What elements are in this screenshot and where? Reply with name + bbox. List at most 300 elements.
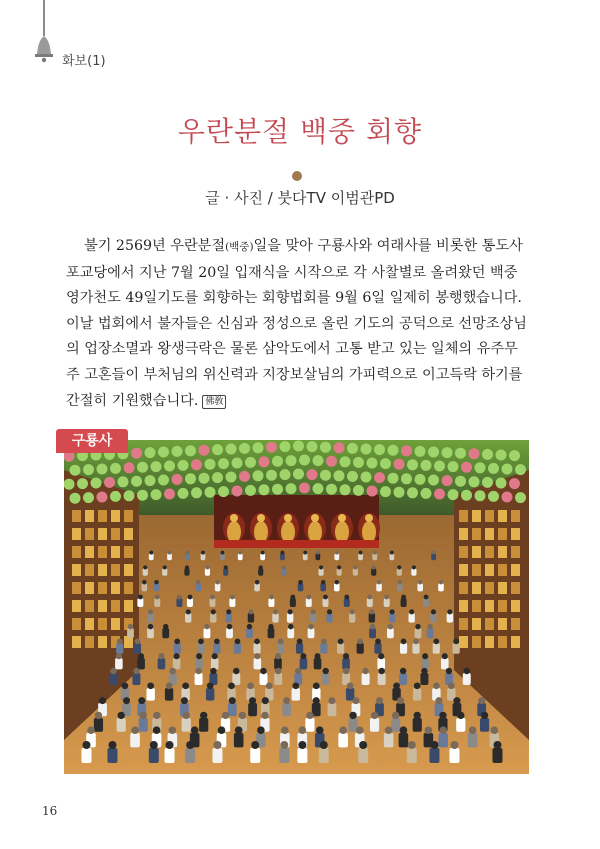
lantern [320, 442, 331, 453]
person-head [359, 741, 367, 749]
title-ornament-dot [292, 171, 302, 181]
person-head [163, 624, 168, 629]
lantern [245, 485, 256, 496]
person-head [222, 712, 229, 719]
body-line: 불기 2569년 우란분절(백중)일을 맞아 구룡사와 여래사를 비롯한 통도사 [84, 238, 523, 254]
lantern [475, 490, 486, 501]
person-head [108, 741, 116, 749]
person-body [268, 628, 275, 638]
person-body [421, 658, 429, 669]
buddha-statue [362, 521, 376, 543]
person-head [239, 712, 246, 719]
person-body [463, 673, 471, 685]
person-head [140, 712, 147, 719]
niche [485, 564, 494, 576]
person-body [456, 718, 465, 732]
person-head [116, 653, 122, 659]
person-body [314, 658, 322, 669]
person-body [399, 673, 407, 685]
lantern [286, 455, 297, 466]
person-body [228, 703, 237, 716]
niche [472, 582, 481, 594]
lantern [448, 489, 459, 500]
lantern [226, 444, 237, 455]
lantern [172, 474, 183, 485]
niche [459, 546, 468, 558]
person-head [207, 682, 214, 689]
lantern [97, 464, 108, 475]
person-head [177, 595, 182, 600]
person-body [277, 643, 284, 654]
lantern [259, 484, 270, 495]
person-head [393, 682, 400, 689]
person-body [377, 658, 385, 669]
niche [459, 564, 468, 576]
person-head [385, 726, 393, 734]
niche [472, 600, 481, 612]
lantern [259, 456, 270, 467]
byline: 글 · 사진 / 붓다TV 이범관PD [205, 189, 395, 207]
person-head [415, 624, 420, 629]
person-head [319, 565, 323, 569]
lantern [253, 470, 264, 481]
person-body [274, 673, 282, 685]
lantern [415, 446, 426, 457]
person-body [326, 613, 332, 623]
person-body [248, 703, 257, 716]
lantern [469, 448, 480, 459]
lantern [145, 447, 156, 458]
person-head [227, 624, 232, 629]
person-head [442, 653, 448, 659]
person-head [388, 624, 393, 629]
person-head [233, 668, 239, 674]
person-head [448, 682, 455, 689]
lantern [212, 444, 223, 455]
lantern [280, 469, 291, 480]
lantern [293, 469, 304, 480]
lantern [226, 472, 237, 483]
lantern [442, 447, 453, 458]
person-head [181, 697, 188, 704]
person-head [147, 682, 154, 689]
lantern [280, 441, 291, 452]
lantern [131, 448, 142, 459]
person-head [135, 639, 141, 645]
person-head [328, 697, 335, 704]
niche [459, 528, 468, 540]
lantern [164, 489, 175, 500]
person-head [198, 639, 204, 645]
lantern [340, 484, 351, 495]
lantern [461, 462, 472, 473]
photo-label: 구룡사 [56, 429, 128, 453]
lantern [394, 459, 405, 470]
person-head [450, 741, 458, 749]
person-head [122, 682, 129, 689]
person-head [414, 712, 421, 719]
lantern [272, 484, 283, 495]
person-head [186, 741, 194, 749]
niche [485, 636, 494, 648]
niche [511, 528, 520, 540]
person-head [390, 609, 395, 614]
lantern [313, 455, 324, 466]
person-head [150, 741, 158, 749]
buddha-head [311, 514, 319, 522]
person-head [268, 624, 273, 629]
lantern [326, 456, 337, 467]
article-title: 우란분절 백중 회향 [177, 115, 423, 148]
person-head [392, 712, 399, 719]
lantern [245, 457, 256, 468]
lantern [407, 487, 418, 498]
niche [485, 582, 494, 594]
person-head [257, 726, 265, 734]
person-head [353, 565, 357, 569]
person-head [163, 565, 167, 569]
lantern [401, 473, 412, 484]
person-head [371, 712, 378, 719]
lantern [401, 445, 412, 456]
person-head [397, 697, 404, 704]
lantern [488, 463, 499, 474]
person-body [204, 628, 211, 638]
lantern [380, 458, 391, 469]
lantern [313, 483, 324, 494]
person-body [420, 673, 428, 685]
lantern [83, 464, 94, 475]
lantern [158, 447, 169, 458]
person-head [303, 551, 307, 555]
lantern [367, 486, 378, 497]
person-head [408, 741, 416, 749]
lantern [212, 472, 223, 483]
niche [472, 528, 481, 540]
person-body [147, 613, 153, 623]
person-body [162, 628, 169, 638]
buddha-statue [308, 521, 322, 543]
niche [72, 636, 81, 648]
person-body [407, 748, 417, 763]
lantern [104, 477, 115, 488]
niche [85, 582, 94, 594]
lantern [326, 484, 337, 495]
person-body [132, 673, 140, 685]
person-head [205, 565, 209, 569]
person-body [116, 643, 123, 654]
lantern [320, 470, 331, 481]
niche [472, 618, 481, 630]
niche [472, 636, 481, 648]
person-body [165, 688, 173, 701]
person-head [339, 726, 347, 734]
person-body [226, 628, 233, 638]
lantern [272, 456, 283, 467]
niche [498, 582, 507, 594]
person-head [375, 639, 381, 645]
person-body [115, 658, 123, 669]
person-head [376, 697, 383, 704]
person-body [305, 718, 314, 732]
person-head [154, 580, 158, 584]
person-head [95, 712, 102, 719]
niche [124, 510, 133, 522]
lantern [361, 472, 372, 483]
niche [85, 600, 94, 612]
niche [511, 636, 520, 648]
niche [511, 510, 520, 522]
person-body [337, 643, 344, 654]
person-head [335, 580, 339, 584]
person-head [425, 726, 433, 734]
person-body [370, 718, 379, 732]
niche [498, 510, 507, 522]
niche [459, 600, 468, 612]
altar-table [214, 540, 379, 548]
lantern [394, 487, 405, 498]
person-head [412, 565, 416, 569]
person-head [300, 653, 306, 659]
person-body [165, 748, 175, 763]
person-head [316, 551, 320, 555]
lantern [239, 443, 250, 454]
person-head [457, 712, 464, 719]
person-head [337, 565, 341, 569]
person-head [259, 565, 263, 569]
person-body [287, 613, 293, 623]
lantern [455, 448, 466, 459]
lantern [415, 474, 426, 485]
person-head [155, 595, 160, 600]
person-head [357, 639, 363, 645]
person-body [287, 628, 294, 638]
lantern [340, 456, 351, 467]
person-head [350, 609, 355, 614]
person-head [218, 726, 226, 734]
person-body [134, 643, 141, 654]
niche [472, 510, 481, 522]
niche [111, 546, 120, 558]
person-head [327, 609, 332, 614]
person-head [166, 682, 173, 689]
person-body [185, 613, 191, 623]
person-head [297, 639, 303, 645]
person-head [439, 580, 443, 584]
person-head [343, 668, 349, 674]
lantern [334, 442, 345, 453]
person-head [228, 682, 235, 689]
person-head [323, 595, 328, 600]
lantern [158, 475, 169, 486]
niche [85, 564, 94, 576]
person-body [127, 628, 134, 638]
person-body [274, 658, 282, 669]
lantern [502, 464, 513, 475]
niche [72, 546, 81, 558]
person-head [400, 668, 406, 674]
person-body [173, 658, 181, 669]
niche [72, 510, 81, 522]
person-head [174, 653, 180, 659]
person-head [453, 639, 459, 645]
lantern [137, 490, 148, 501]
buddha-statue [335, 521, 349, 543]
person-head [413, 639, 419, 645]
person-body [185, 748, 195, 763]
person-body [413, 688, 421, 701]
lantern [509, 478, 520, 489]
person-head [188, 595, 193, 600]
niche [72, 582, 81, 594]
person-head [280, 741, 288, 749]
lantern [482, 449, 493, 460]
niche [498, 636, 507, 648]
person-body [109, 673, 117, 685]
lantern [428, 475, 439, 486]
person-head [453, 697, 460, 704]
person-head [212, 653, 218, 659]
person-head [235, 726, 243, 734]
lantern [515, 464, 526, 475]
person-body [342, 658, 350, 669]
niche [498, 546, 507, 558]
lantern [509, 450, 520, 461]
lantern [482, 477, 493, 488]
person-body [399, 733, 409, 747]
person-body [296, 643, 303, 654]
niche [511, 546, 520, 558]
person-head [469, 726, 477, 734]
person-head [427, 624, 432, 629]
person-body [213, 643, 220, 654]
person-body [253, 643, 260, 654]
person-head [418, 580, 422, 584]
person-body [212, 748, 222, 763]
person-head [370, 624, 375, 629]
person-body [362, 673, 370, 685]
person-head [384, 595, 389, 600]
lantern [137, 462, 148, 473]
lantern [361, 444, 372, 455]
person-body [400, 643, 407, 654]
person-head [138, 653, 144, 659]
lantern [145, 475, 156, 486]
lantern [421, 488, 432, 499]
niche [72, 600, 81, 612]
niche [85, 546, 94, 558]
lantern [199, 473, 210, 484]
lantern [124, 490, 135, 501]
lantern [461, 490, 472, 501]
person-head [174, 639, 180, 645]
niche [459, 510, 468, 522]
niche [124, 564, 133, 576]
person-head [373, 551, 377, 555]
article-body [66, 234, 536, 414]
niche [459, 636, 468, 648]
niche [85, 510, 94, 522]
niche [485, 600, 494, 612]
lantern [110, 463, 121, 474]
person-head [421, 668, 427, 674]
person-body [408, 613, 414, 623]
person-body [468, 733, 478, 747]
person-head [308, 624, 313, 629]
person-head [323, 668, 329, 674]
niche [511, 618, 520, 630]
page-number: 16 [42, 804, 58, 818]
niche [485, 528, 494, 540]
person-head [215, 580, 219, 584]
person-head [439, 726, 447, 734]
person-head [314, 653, 320, 659]
person-head [131, 726, 139, 734]
person-head [269, 595, 274, 600]
person-head [254, 653, 260, 659]
person-head [298, 580, 302, 584]
person-head [290, 595, 295, 600]
person-body [449, 748, 459, 763]
person-body [369, 628, 376, 638]
buddha-statue [254, 521, 268, 543]
niche [472, 564, 481, 576]
person-head [298, 741, 306, 749]
person-body [369, 613, 375, 623]
person-body [438, 733, 448, 747]
person-head [229, 697, 236, 704]
person-head [238, 551, 242, 555]
person-body [234, 733, 244, 747]
person-head [295, 668, 301, 674]
person-head [213, 741, 221, 749]
lantern [266, 442, 277, 453]
lantern [299, 483, 310, 494]
lantern [347, 443, 358, 454]
person-body [319, 748, 329, 763]
person-head [352, 697, 359, 704]
person-body [248, 613, 254, 623]
person-body [210, 613, 216, 623]
person-body [94, 718, 103, 732]
lantern [151, 461, 162, 472]
person-body [234, 643, 241, 654]
lantern [496, 450, 507, 461]
person-head [230, 595, 235, 600]
lantern [299, 455, 310, 466]
niche [485, 510, 494, 522]
niche [98, 546, 107, 558]
lantern [131, 476, 142, 487]
lantern [374, 472, 385, 483]
person-head [306, 595, 311, 600]
person-head [359, 551, 363, 555]
person-head [369, 609, 374, 614]
person-head [344, 595, 349, 600]
niche [98, 510, 107, 522]
niche [85, 618, 94, 630]
person-body [415, 628, 422, 638]
person-head [235, 639, 241, 645]
niche [98, 528, 107, 540]
body-line: 이날 법회에서 불자들은 신심과 정성으로 올린 기도의 공덕으로 선망조상님 [66, 315, 527, 332]
person-head [247, 624, 252, 629]
person-body [146, 688, 154, 701]
person-head [168, 551, 172, 555]
person-head [148, 624, 153, 629]
end-mark: 佛敎 [202, 395, 226, 409]
person-head [446, 668, 452, 674]
